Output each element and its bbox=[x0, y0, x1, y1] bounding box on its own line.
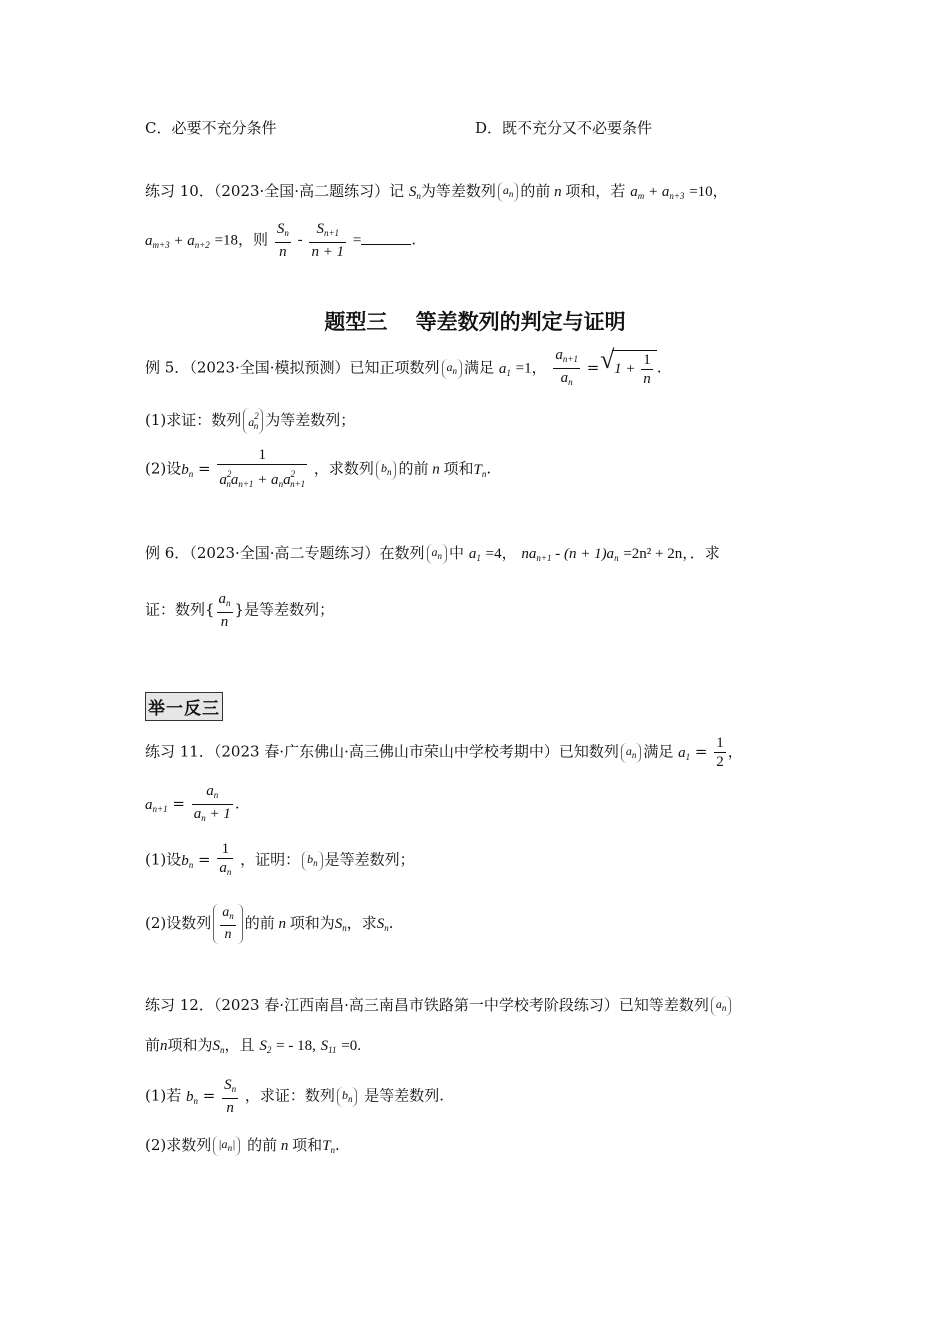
example-5-part-1: (1)求证：数列 $a^2_n$ 为等差数列； bbox=[145, 408, 355, 434]
exercise-label: 练习 10． bbox=[145, 182, 214, 200]
exercise-12-part-2: (2)求数列 $|a_n|$ 的前 n 项和$T_n$. bbox=[145, 1136, 340, 1155]
exercise-11-part-1: (1)设$b_n$ = $\frac{1}{a_n}$ ，证明： $b_n$ 是等差数列； bbox=[145, 841, 415, 877]
exercise-11-recurrence: $a_{n+1}$ = $\frac{a_n}{a_n + 1}$ . bbox=[145, 783, 240, 823]
exercise-12-part-1: (1)若 $b_n$ = $\frac{S_n}{n}$ ，求证：数列 $b_n$ 是等差数列. bbox=[145, 1077, 444, 1116]
option-c: C．必要不充分条件 bbox=[145, 119, 277, 137]
exercise-source: （2023·全国·高二题练习） bbox=[213, 182, 390, 200]
exercise-10-line1: 练习 10．（2023·全国·高二题练习）记 $S_n$为等差数列 $a_n$ 的前 n 项和，若 $a_m + a_{n+3} =10$， bbox=[145, 182, 728, 201]
exercise-12-stem: 练习 12．（2023 春·江西南昌·高三南昌市铁路第一中学校考阶段练习）已知等差数列 $a_n$ bbox=[145, 994, 733, 1016]
example-5-stem: 例 5．（2023·全国·模拟预测）已知正项数列 $a_n$ 满足 $a_1 =1$， $\frac{a_{n+1}}{a_n}$ = √ 1 + $\frac{1}{n}$ . bbox=[145, 346, 661, 391]
example-6-conclusion: 证：数列{ $\frac{a_n}{n}$ }是等差数列； bbox=[145, 591, 335, 630]
example-6-stem: 例 6．（2023·全国·高二专题练习）在数列 $a_n$ 中 $a_1 =4$， $na_{n+1} - (n + 1)a_n =2n^2 + 2n$，．求 bbox=[145, 544, 720, 563]
answer-blank bbox=[361, 232, 411, 245]
exercise-10-line2: $a_{m+3} + a_{n+2} =18$，则 $\frac{S_n}{n}$ - $\frac{S_{n+1}}{n + 1}$ = . bbox=[145, 221, 417, 260]
exercise-11-stem: 练习 11．（2023 春·广东佛山·高三佛山市荣山中学校考期中）已知数列 $a_n$ 满足 $a_1$ = $\frac{1}{2}$ ， bbox=[145, 735, 743, 770]
exercise-11-part-2: (2)设数列 $\frac{a_n}{n}$ 的前 n 项和为$S_n$，求$S_n$. bbox=[145, 905, 394, 942]
practice-tag: 举一反三 bbox=[145, 692, 223, 721]
exercise-12-condition: 前n项和为$S_n$，且 $S_2$ = - 18, $S_{11} =0$. bbox=[145, 1036, 361, 1055]
option-d: D．既不充分又不必要条件 bbox=[475, 119, 653, 137]
example-5-part-2: (2)设$b_n$ = $\frac{1}{a^2_na_{n+1} + a_na^2_{n+1}}$ ，求数列 $b_n$ 的前 n 项和$T_n$. bbox=[145, 447, 492, 489]
section-title: 题型三 等差数列的判定与证明 bbox=[324, 310, 626, 334]
sequence-brace: $a_n$ bbox=[498, 182, 519, 202]
